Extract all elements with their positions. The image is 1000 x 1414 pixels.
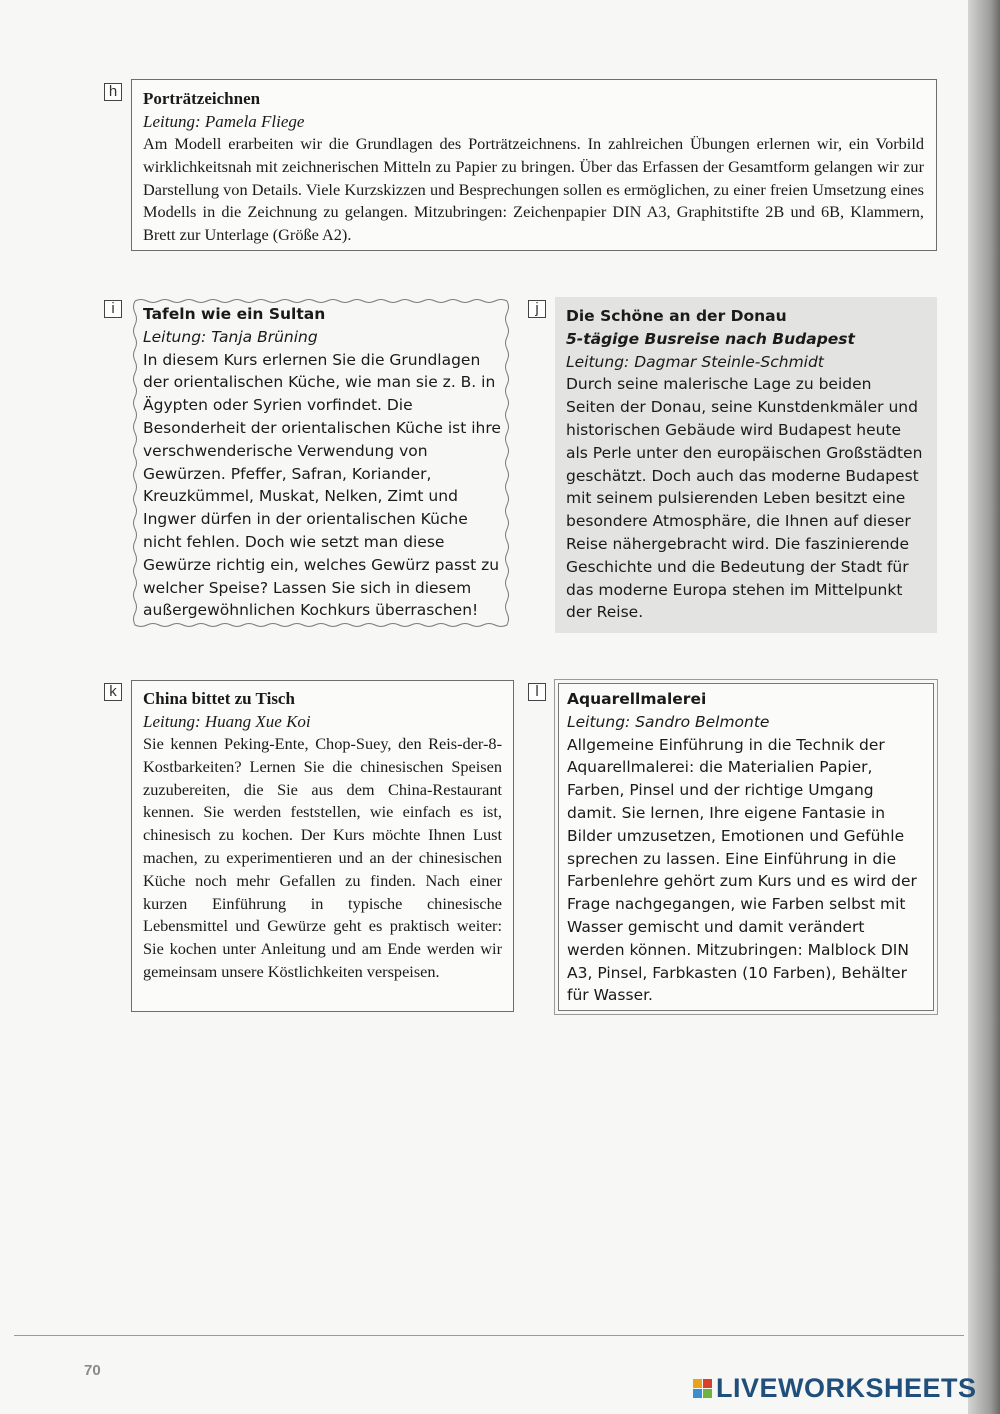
watermark [693,1373,977,1403]
course-title: Tafeln wie ein Sultan [143,305,326,323]
answer-box-h[interactable]: h [104,83,122,101]
answer-box-l[interactable]: l [528,683,546,701]
page-binding-edge [968,0,1000,1414]
course-title: China bittet zu Tisch [143,689,295,708]
course-title: Die Schöne an der Donau [566,307,787,325]
page-number: 70 [84,1362,101,1379]
footer-divider [14,1335,964,1336]
course-title: Porträtzeichnen [143,89,261,108]
course-description: In diesem Kurs erlernen Sie die Grundlagen der orientalischen Küche, wie man sie z. B. in Ägypten oder Syrien vorfindet. Die Besonderheit der orientalischen Küche ist ihre verschwenderische Verwendung von Gewürzen. Pfeffer, Safran, Koriander, Kreuzkümmel, Muskat, Nelken, Zimt und Ingwer dürfen in der orientalischen Küche nicht fehlen. Doch wie setzt man diese Gewürze richtig ein, welches Gewürz passt zu welcher Speise? Lassen Sie sich in diesem außergewöhnlichen Kochkurs überraschen! [143,350,501,620]
answer-box-j[interactable]: j [528,300,546,318]
course-leader: Leitung: Tanja Brüning [143,327,318,346]
course-leader: Leitung: Sandro Belmonte [567,712,770,731]
course-title: Aquarellmalerei [567,690,707,708]
course-description: Am Modell erarbeiten wir die Grundlagen des Porträtzeichnens. In zahlreichen Übungen erlernen wir, ein Vorbild wirklichkeitsnah mit zeichnerischen Mitteln zu Papier zu bringen. Über das Erfassen der Gesamtform gelangen wir zur Darstellung von Details. Viele Kurzskizzen und Besprechungen sollen es ermöglichen, zu einer freien Umsetzung eines Modells in die Zeichnung zu gelangen. Mitzubringen: Zeichenpapier DIN A3, Graphitstifte 2B und 6B, Klammern, Brett zur Unterlage (Größe A2). [143,134,924,245]
watermark-text: LIVEWORKSHEETS [716,1372,977,1403]
course-leader: Leitung: Pamela Fliege [143,112,305,131]
answer-box-k[interactable]: k [104,683,122,701]
course-description: Durch seine malerische Lage zu beiden Seiten der Donau, seine Kunstdenkmäler und historischen Gebäude wird Budapest heute als Perle unter den europäischen Großstädten geschätzt. Doch auch das moderne Budapest mit seinem pulsierenden Leben besitzt eine besondere Atmosphäre, die Ihnen auf dieser Reise nähergebracht wird. Die faszinierende Geschichte und die Bedeutung der Stadt für das moderne Europa stehen im Mittelpunkt der Reise. [566,375,923,622]
course-card-j [555,297,937,633]
answer-box-i[interactable]: i [104,300,122,318]
course-leader: Leitung: Huang Xue Koi [143,712,311,731]
course-description: Sie kennen Peking-Ente, Chop-Suey, den Reis-der-8-Kostbarkeiten? Lernen Sie die chinesischen Speisen zuzubereiten, die Sie aus dem China-Restaurant kennen. Sie werden feststellen, wie einfach es ist, chinesisch zu kochen. Der Kurs möchte Ihnen Lust machen, zu experimentieren und an der chinesischen Küche noch mehr Gefallen zu finden. Nach einer kurzen Einführung in typische chinesische Lebensmittel und Gewürze geht es praktisch weiter: Sie kochen unter Anleitung und am Ende werden wir gemeinsam unsere Köstlichkeiten verspeisen. [143,734,502,981]
course-description: Allgemeine Einführung in die Technik der Aquarellmalerei: die Materialien Papier, Farben, Pinsel und der richtige Umgang damit. Sie lernen, Ihre eigene Fantasie in Bilder umzusetzen, Emotionen und Gefühle sprechen zu lassen. Eine Einführung in die Farbenlehre gehört zum Kurs und es wird der Frage nachgegangen, wie Farben selbst mit Wasser gemischt und damit verändert werden können. Mitzubringen: Malblock DIN A3, Pinsel, Farbkasten (10 Farben), Behälter für Wasser. [567,735,917,1005]
liveworksheets-logo-icon [693,1379,712,1398]
course-subtitle: 5-tägige Busreise nach Budapest [566,329,855,348]
course-card-k [131,680,514,1012]
course-card-i [131,297,514,635]
course-card-h [131,79,937,251]
course-card-l [558,683,934,1011]
course-leader: Leitung: Dagmar Steinle-Schmidt [566,352,824,371]
